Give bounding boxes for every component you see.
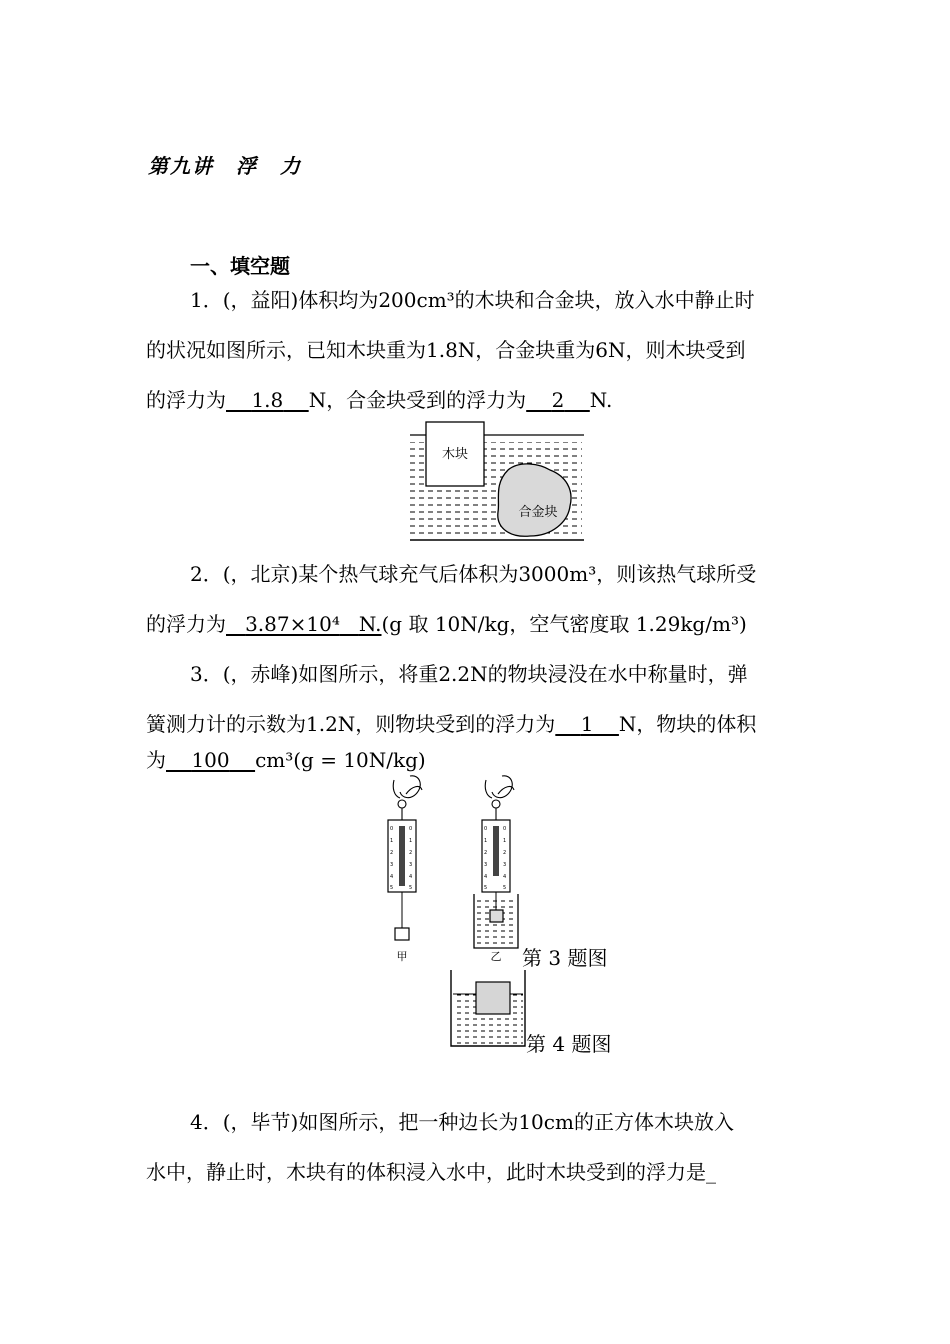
q1-line-3 [146,388,612,412]
q1-answer-1: 1.8 [251,388,284,412]
title-word-2: 力 [280,154,302,178]
svg-text:2: 2 [503,850,507,856]
q3-text-b: N，物块的体积 [618,712,757,736]
svg-text:4: 4 [503,874,507,880]
svg-text:5: 5 [390,885,394,891]
svg-text:0: 0 [484,826,488,832]
spring-scale-left [388,776,422,963]
title-word-1: 浮 [236,154,258,178]
q1-answer-2: 2 [551,388,565,412]
q3-figure [380,772,530,972]
q1-text-b: N，合金块受到的浮力为 [308,388,527,412]
q1-figure [400,418,590,546]
svg-text:1: 1 [484,838,488,844]
q2-text-c: (g 取 10N/kg，空气密度取 1.29kg/m³) [381,612,747,636]
q1-line-1: 1．(，益阳)体积均为200cm³的木块和合金块，放入水中静止时 [190,288,755,312]
page-title [148,150,302,179]
svg-text:1: 1 [503,838,507,844]
q3-answer-2: 100 [191,748,230,772]
q4-line-1: 4．(，毕节)如图所示，把一种边长为10cm的正方体木块放入 [190,1110,734,1134]
svg-text:5: 5 [503,885,507,891]
svg-text:4: 4 [484,874,488,880]
alloy-block [498,464,571,536]
q2-unit: N. [358,612,382,636]
cube-block [476,982,510,1014]
svg-text:4: 4 [390,874,394,880]
svg-text:5: 5 [484,885,488,891]
block-left [395,928,409,940]
q3-text-a: 簧测力计的示数为1.2N，则物块受到的浮力为 [146,712,556,736]
q3-line-3 [146,748,426,772]
svg-text:1: 1 [390,838,394,844]
section-heading: 一、填空题 [190,254,290,278]
title-lecture: 第九讲 [148,154,214,178]
q3-line-1: 3．(，赤峰)如图所示，将重2.2N的物块浸没在水中称量时，弹 [190,662,748,686]
svg-text:3: 3 [503,862,507,868]
wood-block-label: 木块 [441,447,469,462]
q1-text-a: 的浮力为 [146,388,226,412]
label-yi: 乙 [490,950,502,963]
label-jia: 甲 [396,950,408,963]
svg-text:2: 2 [409,850,413,856]
block-right [490,910,503,922]
svg-text:5: 5 [409,885,413,891]
q1-line-2: 的状况如图所示，已知木块重为1.8N，合金块重为6N，则木块受到 [146,338,746,362]
svg-text:3: 3 [484,862,488,868]
svg-text:3: 3 [409,862,413,868]
q2-line-2 [146,612,747,636]
svg-text:4: 4 [409,874,413,880]
q3-text-b2: cm³(g = 10N/kg) [255,748,426,772]
q4-caption: 第 4 题图 [526,1032,612,1056]
svg-text:0: 0 [409,826,413,832]
q3-line-2 [146,712,756,736]
q3-caption: 第 3 题图 [522,946,608,970]
svg-text:1: 1 [409,838,413,844]
q3-text-a2: 为 [146,748,166,772]
q2-line-1: 2．(，北京)某个热气球充气后体积为3000m³，则该热气球所受 [190,562,757,586]
svg-text:3: 3 [390,862,394,868]
q3-answer-1: 1 [580,712,594,736]
q4-figure [448,968,528,1050]
spring-scale-right [474,776,518,963]
q4-line-2: 水中，静止时，木块有的体积浸入水中，此时木块受到的浮力是_ [146,1160,716,1184]
svg-text:0: 0 [390,826,394,832]
svg-text:0: 0 [503,826,507,832]
q2-text-a: 的浮力为 [146,612,226,636]
svg-text:2: 2 [484,850,488,856]
svg-text:2: 2 [390,850,394,856]
q1-text-c: N. [589,388,613,412]
q2-answer: 3.87×10⁴ [245,612,340,636]
alloy-block-label: 合金块 [518,505,558,520]
